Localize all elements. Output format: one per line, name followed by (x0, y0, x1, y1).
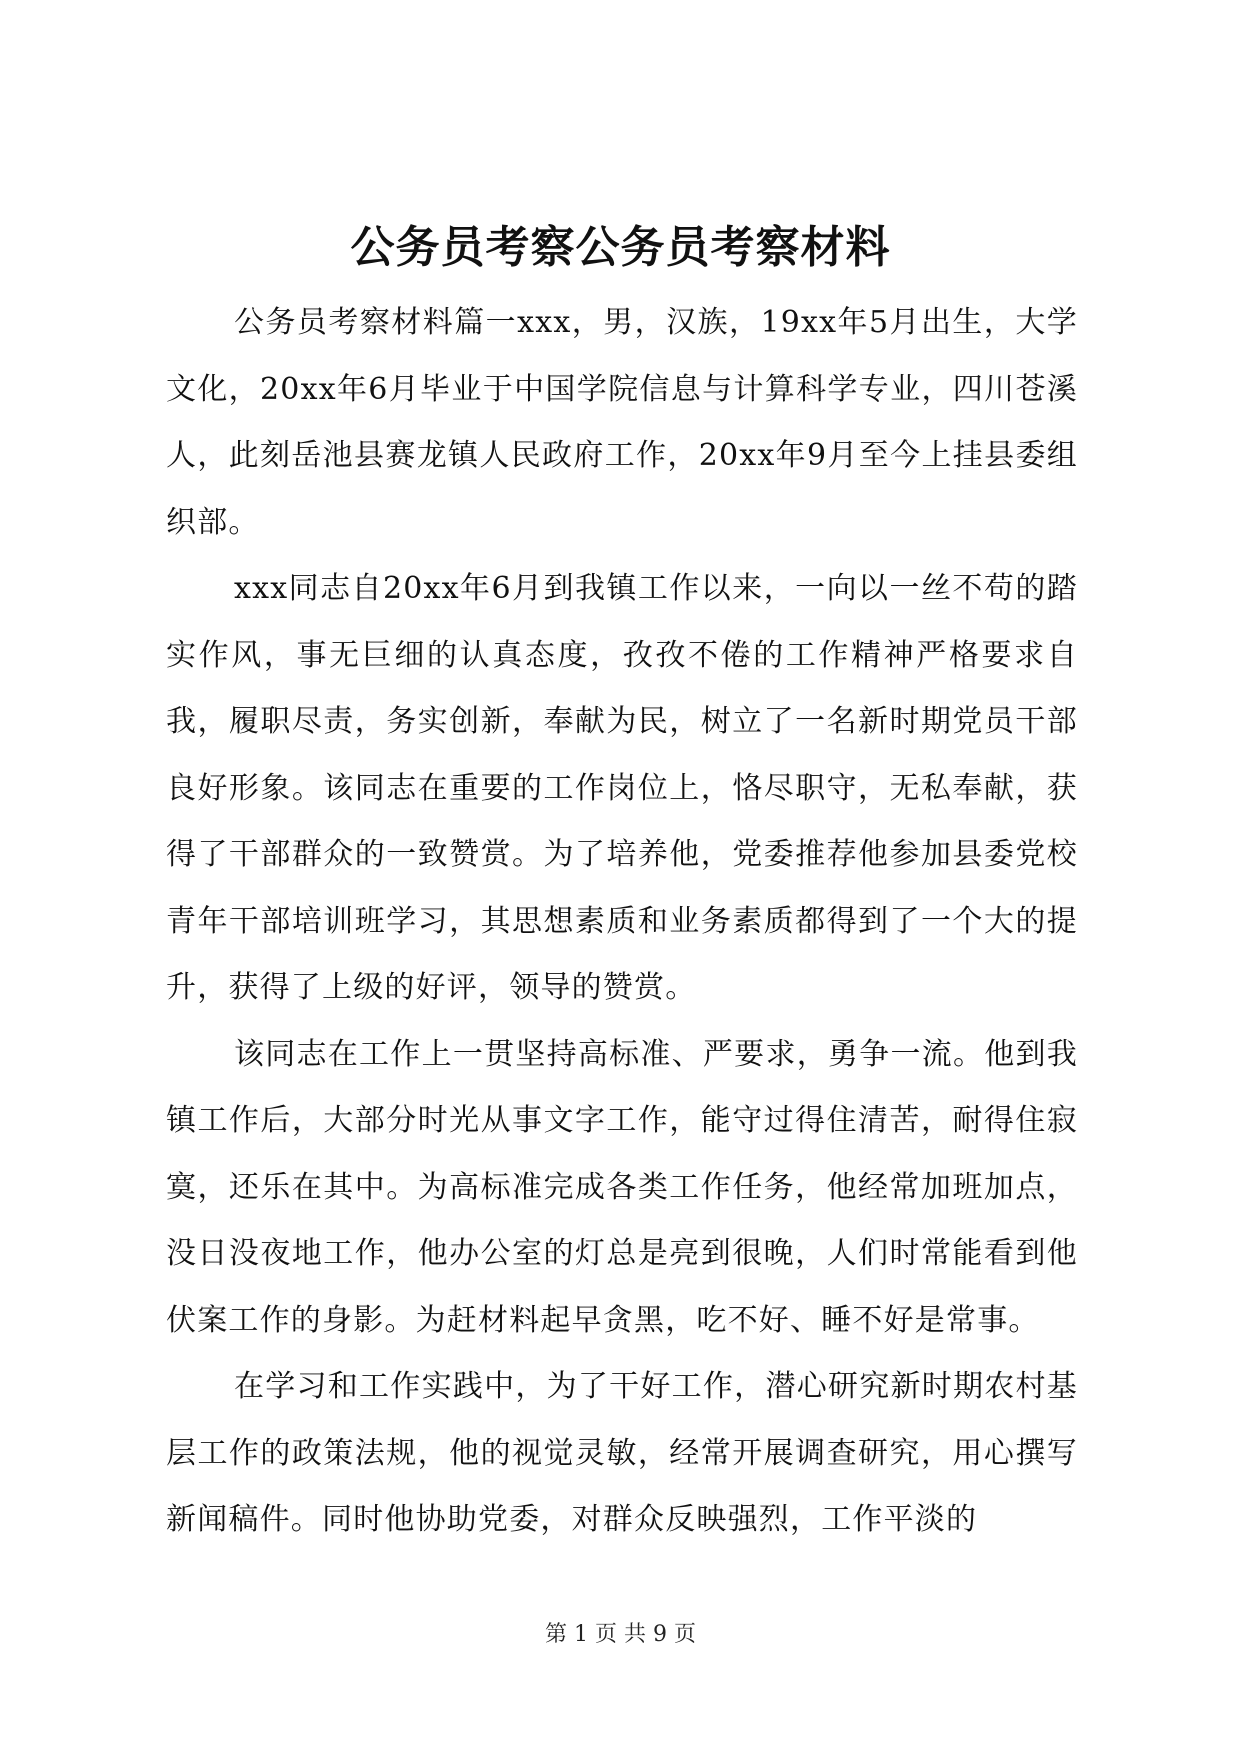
paragraph-2: xxx同志自20xx年6月到我镇工作以来，一向以一丝不苟的踏实作风，事无巨细的认真态度，孜孜不倦的工作精神严格要求自我，履职尽责，务实创新，奉献为民，树立了一名新时期党员干部良好形象。该同志在重要的工作岗位上，恪尽职守，无私奉献，获得了干部群众的一致赞赏。为了培养他，党委推荐他参加县委党校青年干部培训班学习，其思想素质和业务素质都得到了一个大的提升，获得了上级的好评，领导的赞赏。 (166, 571, 1078, 1005)
paragraph-3: 该同志在工作上一贯坚持高标准、严要求，勇争一流。他到我镇工作后，大部分时光从事文字工作，能守过得住清苦，耐得住寂寞，还乐在其中。为高标准完成各类工作任务，他经常加班加点，没日没夜地工作，他办公室的灯总是亮到很晚，人们时常能看到他伏案工作的身影。为赶材料起早贪黑，吃不好、睡不好是常事。 (166, 1036, 1078, 1338)
page-number-footer: 第 1 页 共 9 页 (545, 1622, 696, 1647)
document-body (166, 290, 1078, 1554)
paragraph-4: 在学习和工作实践中，为了干好工作，潜心研究新时期农村基层工作的政策法规，他的视觉灵敏，经常开展调查研究，用心撰写新闻稿件。同时他协助党委，对群众反映强烈，工作平淡的 (166, 1369, 1078, 1537)
paragraph-1: 公务员考察材料篇一xxx，男，汉族，19xx年5月出生，大学文化，20xx年6月毕业于中国学院信息与计算科学专业，四川苍溪人，此刻岳池县赛龙镇人民政府工作，20xx年9月至今上挂县委组织部。 (166, 305, 1078, 540)
document-title: 公务员考察公务员考察材料 (350, 222, 891, 273)
